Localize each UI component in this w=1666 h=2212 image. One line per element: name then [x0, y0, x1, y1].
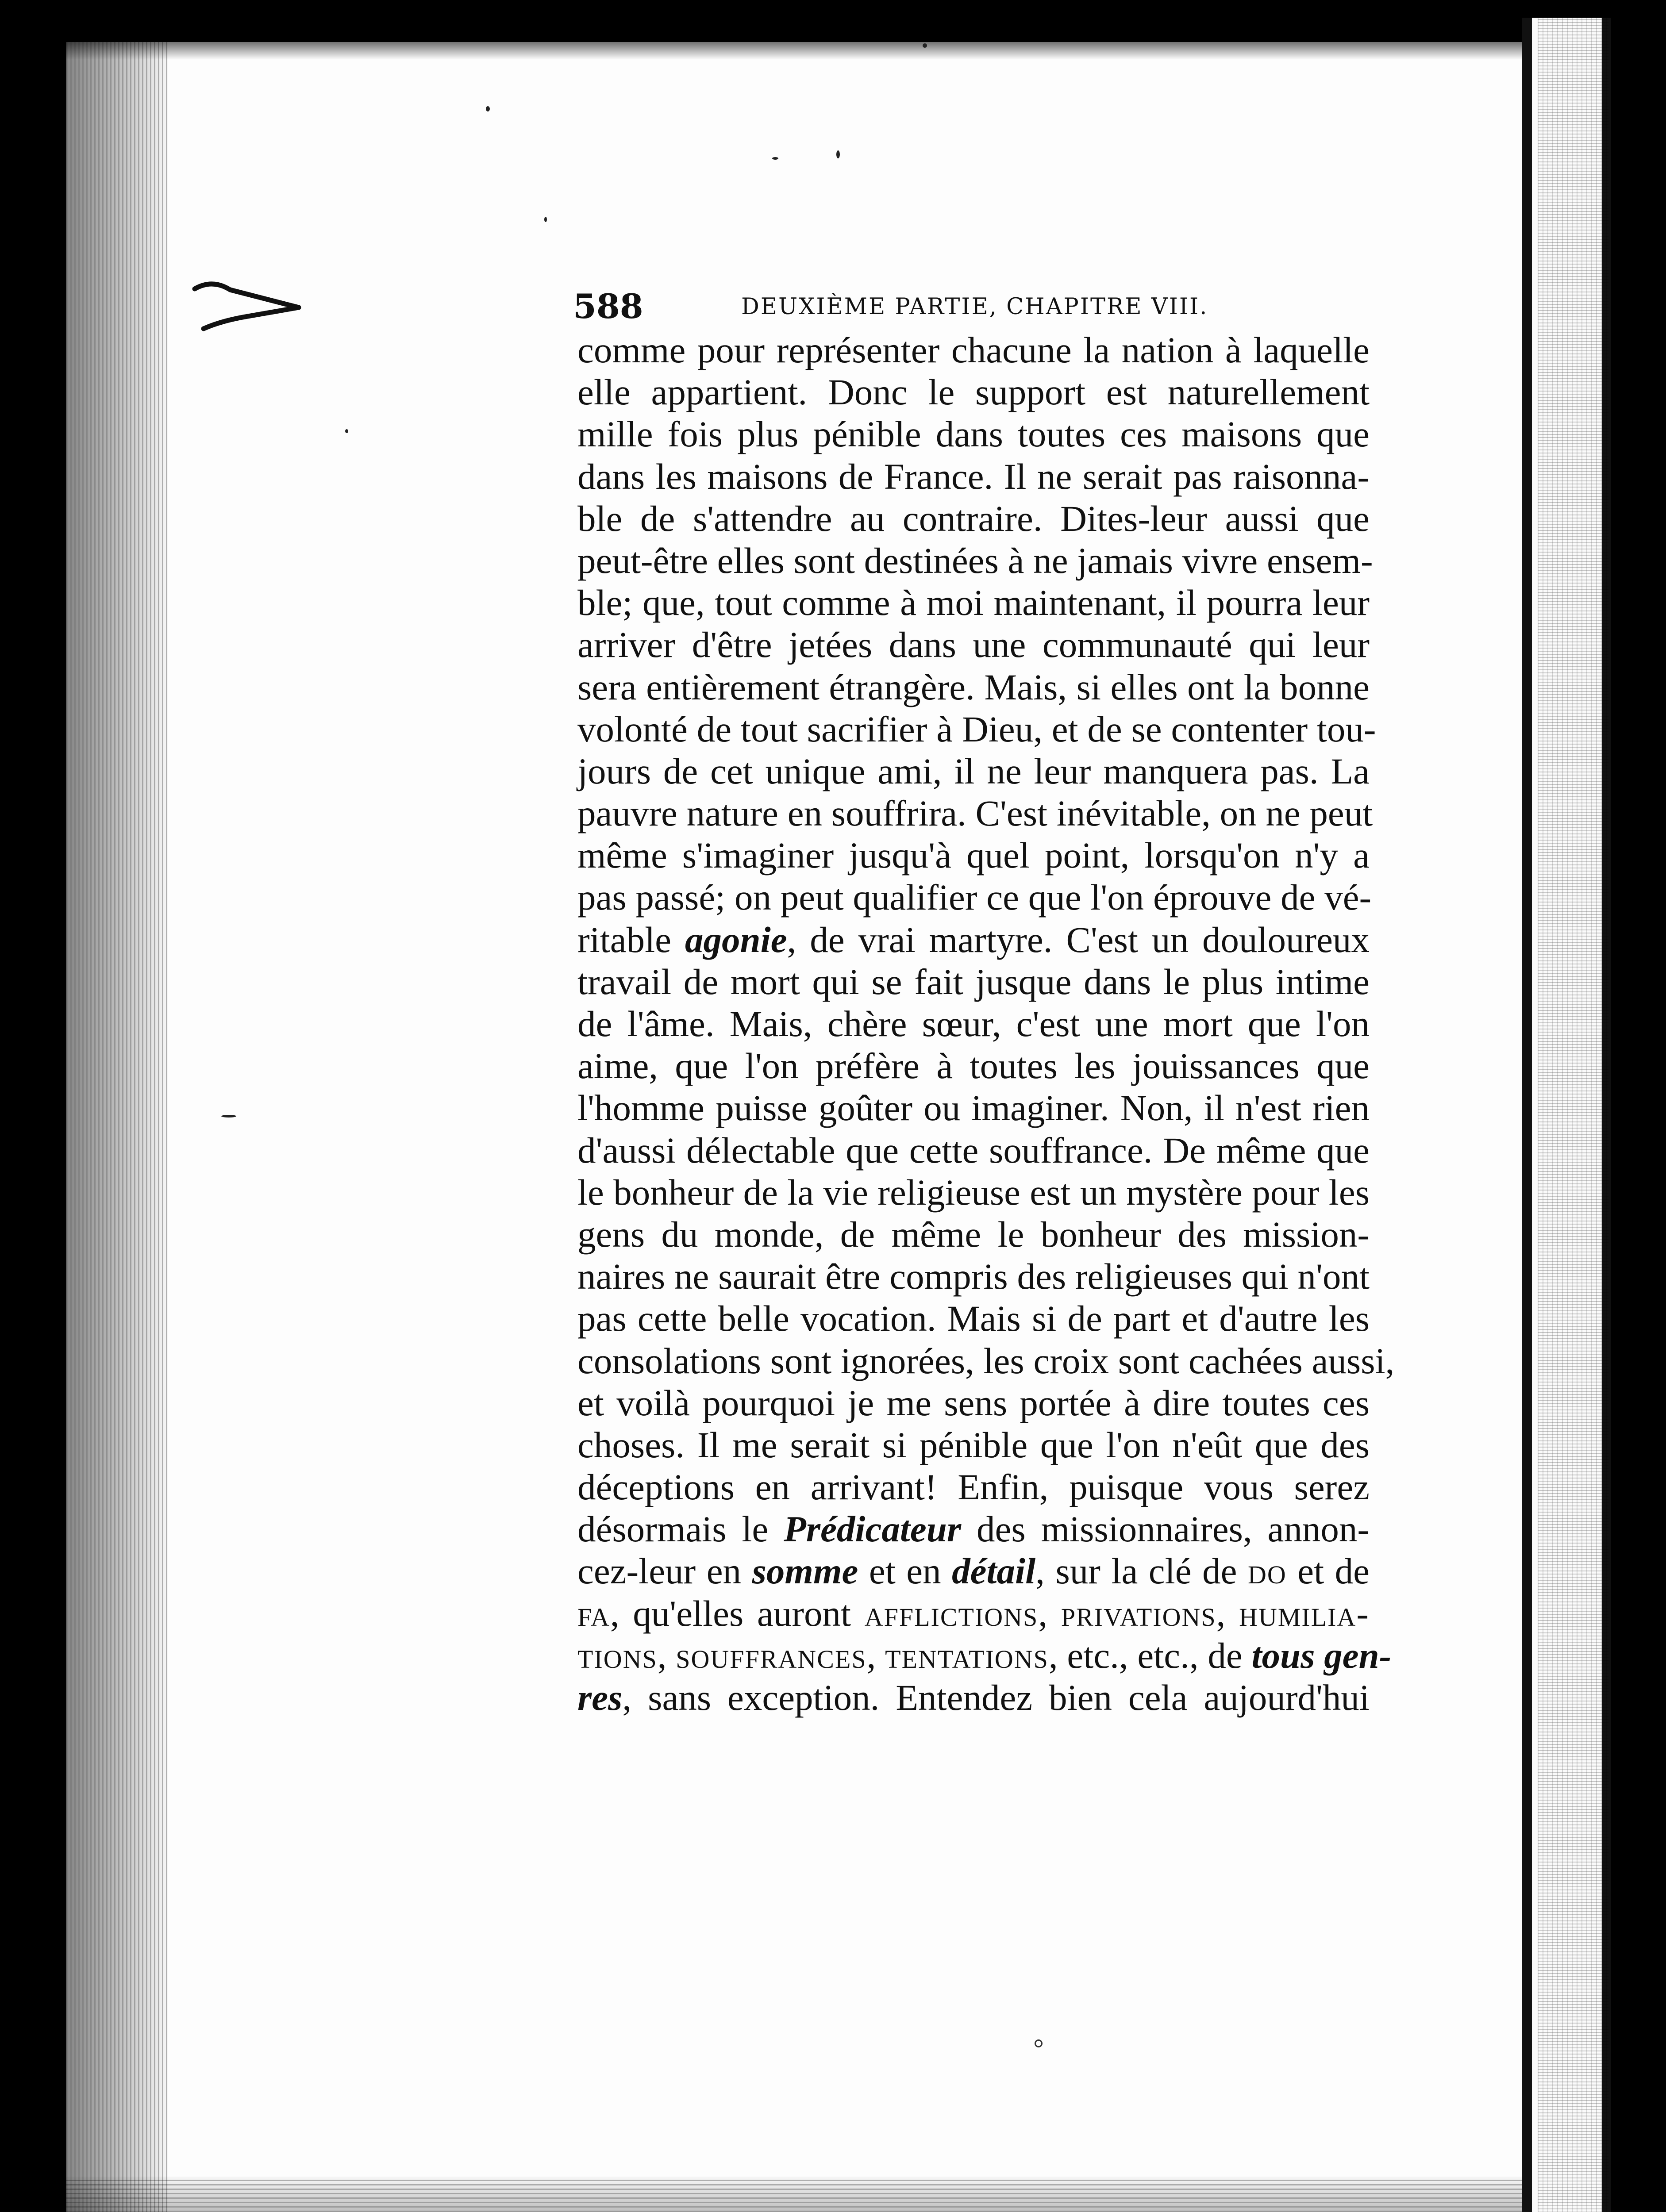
italic-word: res — [577, 1677, 623, 1718]
text-line: déceptions en arrivant! Enfin, puisque vous serez — [577, 1467, 1370, 1508]
running-title: DEUXIÈME PARTIE, CHAPITRE VIII. — [741, 294, 1208, 320]
text-line: consolations sont ignorées, les croix sont cachées aussi, — [577, 1340, 1395, 1381]
text-line: le bonheur de la vie religieuse est un mystère pour les — [577, 1171, 1370, 1213]
text-line: tions, souffrances, tentations, etc., etc., de tous gen- — [577, 1635, 1392, 1676]
scan-speck — [836, 150, 840, 158]
pencil-margin-mark — [181, 276, 310, 334]
text-line: mille fois plus pénible dans toutes ces maisons que — [577, 414, 1370, 455]
text-line: et voilà pourquoi je me sens portée à dire toutes ces — [577, 1382, 1370, 1423]
text-line: ritable agonie, de vrai martyre. C'est un douloureux — [577, 919, 1370, 960]
text-line: peut-être elles sont destinées à ne jamais vivre ensem- — [577, 540, 1373, 581]
text-line: volonté de tout sacrifier à Dieu, et de se contenter tou- — [577, 708, 1376, 749]
scan-speck — [486, 106, 490, 111]
text-line: jours de cet unique ami, il ne leur manquera pas. La — [577, 750, 1370, 791]
text-line: res, sans exception. Entendez bien cela aujourd'hui — [577, 1677, 1370, 1718]
scan-speck — [923, 43, 927, 48]
scan-speck — [544, 217, 547, 222]
text-line: pas cette belle vocation. Mais si de part et d'autre les — [577, 1298, 1370, 1339]
text-line: arriver d'être jetées dans une communauté qui leur — [577, 624, 1370, 665]
scan-speck — [345, 429, 348, 433]
italic-word: agonie — [685, 919, 787, 960]
left-gutter-shadow — [66, 42, 168, 2212]
text-line: ble; que, tout comme à moi maintenant, il pourra leur — [577, 582, 1370, 623]
page-edge-speckle — [1538, 18, 1608, 2212]
text-line: de l'âme. Mais, chère sœur, c'est une mort que l'on — [577, 1003, 1370, 1044]
small-caps-word: fa — [577, 1593, 610, 1634]
text-line: d'aussi délectable que cette souffrance. De même que — [577, 1129, 1370, 1171]
text-line: travail de mort qui se fait jusque dans le plus intime — [577, 961, 1370, 1002]
page-edge-right — [1522, 18, 1611, 2212]
text-line: pas passé; on peut qualifier ce que l'on éprouve de vé- — [577, 877, 1372, 918]
small-caps-word: tions — [577, 1635, 658, 1676]
text-line: gens du monde, de même le bonheur des mission- — [577, 1214, 1370, 1255]
italic-word: somme — [752, 1551, 858, 1592]
text-line: comme pour représenter chacune la nation à laquelle — [577, 330, 1370, 370]
bottom-gutter-shadow — [66, 2177, 1522, 2212]
scan-speck — [772, 157, 778, 160]
italic-word: Prédicateur — [784, 1509, 962, 1550]
text-line: même s'imaginer jusqu'à quel point, lorsqu'on n'y a — [577, 835, 1370, 876]
top-edge-shadow — [66, 42, 1522, 60]
small-caps-word: souffrances — [676, 1635, 867, 1676]
text-line: naires ne saurait être compris des religieuses qui n'ont — [577, 1256, 1370, 1297]
text-line: dans les maisons de France. Il ne serait pas raisonna- — [577, 456, 1370, 497]
text-line: aime, que l'on préfère à toutes les jouissances que — [577, 1045, 1370, 1087]
small-caps-word: afflictions — [864, 1593, 1039, 1634]
page-edge-dark-strip — [1522, 18, 1532, 2212]
small-caps-word: tentations — [885, 1635, 1049, 1676]
small-caps-word: humilia- — [1239, 1593, 1370, 1634]
text-line: ble de s'attendre au contraire. Dites-leur aussi que — [577, 498, 1370, 539]
running-head — [573, 287, 1365, 331]
italic-word: détail — [952, 1551, 1036, 1592]
body-text — [577, 329, 1395, 1719]
small-caps-word: privations — [1061, 1593, 1216, 1634]
scan-speck — [1035, 2039, 1043, 2047]
text-line: désormais le Prédicateur des missionnaires, annon- — [577, 1509, 1370, 1550]
text-line: fa, qu'elles auront afflictions, privations, humilia- — [577, 1593, 1370, 1634]
small-caps-word: do — [1247, 1551, 1287, 1592]
text-line: cez-leur en somme et en détail, sur la clé de do et de — [577, 1551, 1370, 1592]
scan-speck — [221, 1115, 236, 1118]
text-line: elle appartient. Donc le support est naturellement — [577, 372, 1370, 413]
text-line: sera entièrement étrangère. Mais, si elles ont la bonne — [577, 666, 1370, 707]
page-number: 588 — [573, 287, 643, 326]
italic-word: tous gen- — [1251, 1635, 1392, 1676]
text-line: pauvre nature en souffrira. C'est inévitable, on ne peut — [577, 793, 1373, 834]
text-line: choses. Il me serait si pénible que l'on n'eût que des — [577, 1424, 1370, 1465]
text-line: l'homme puisse goûter ou imaginer. Non, il n'est rien — [577, 1087, 1370, 1129]
